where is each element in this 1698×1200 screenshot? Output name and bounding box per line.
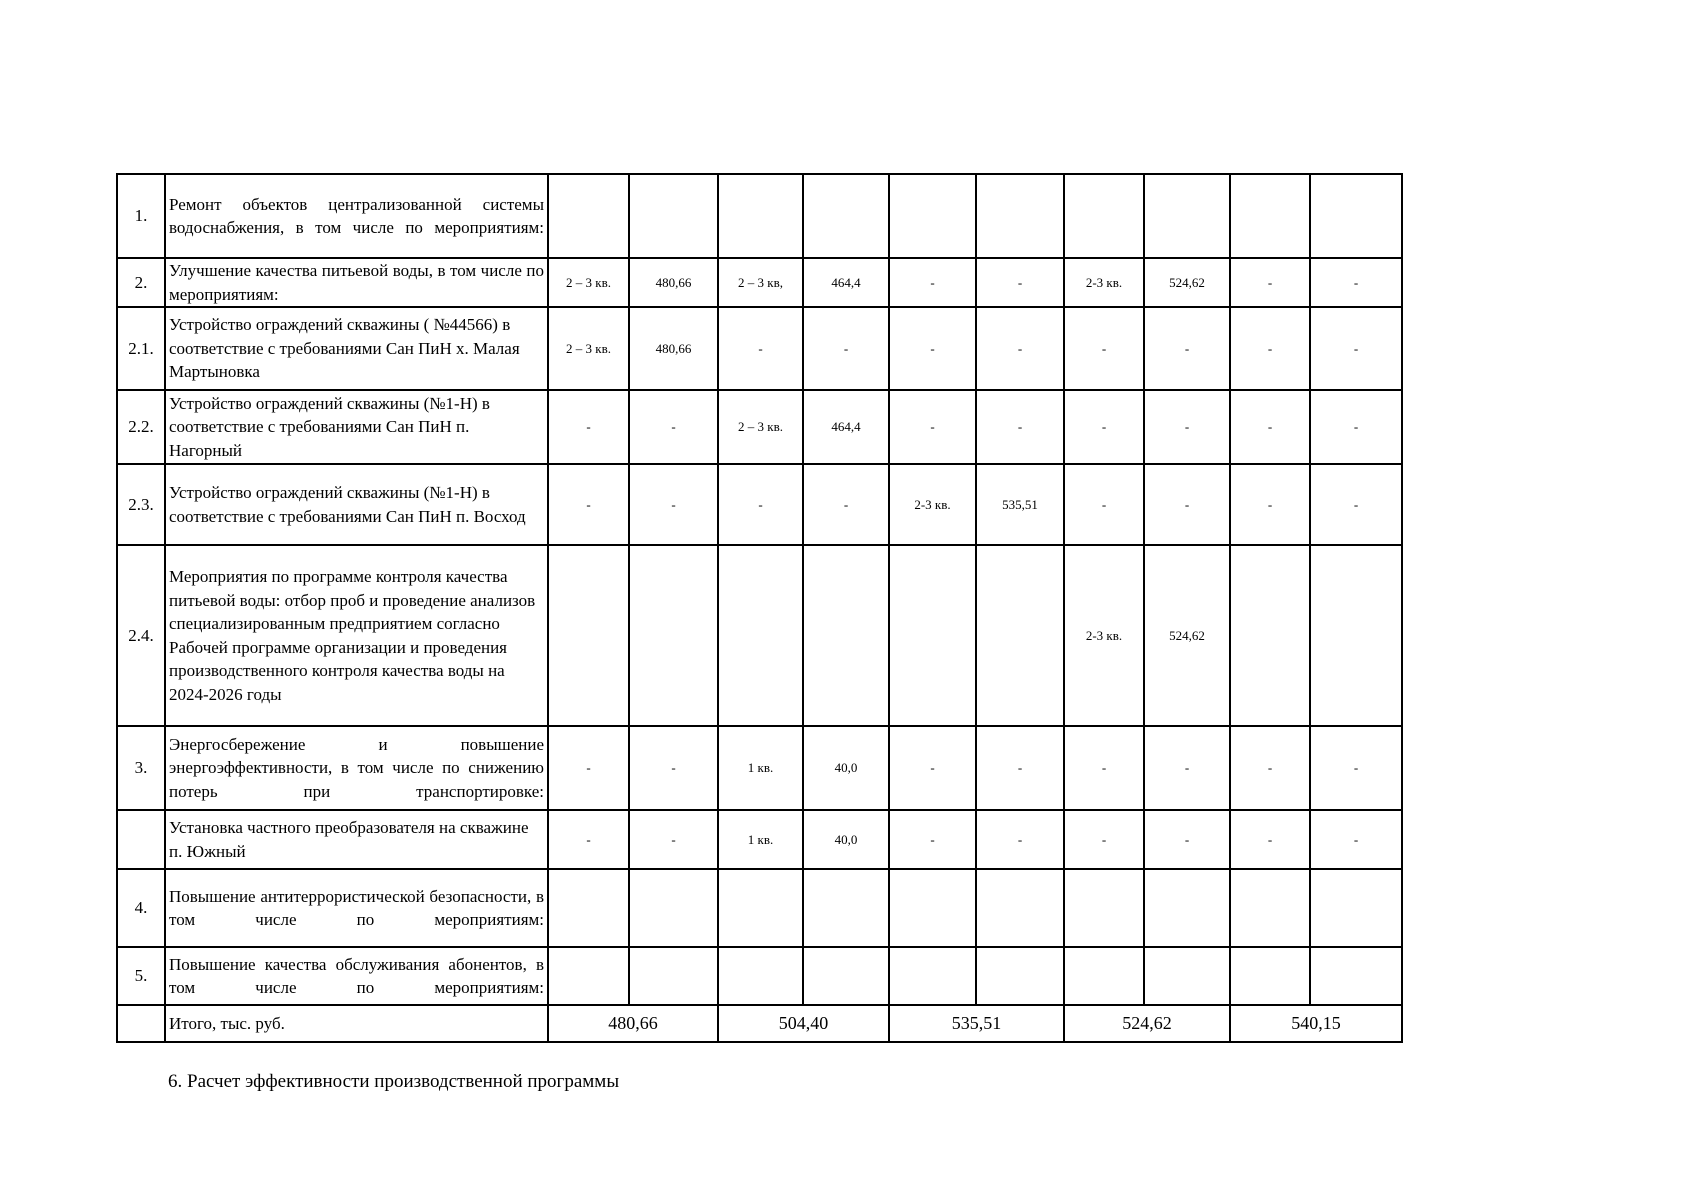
row-description: Устройство ограждений скважины (№1-Н) в соответствие с требованиями Сан ПиН п. Восход (165, 464, 548, 545)
row-value: - (803, 307, 889, 390)
row-value (1144, 174, 1230, 258)
row-value (629, 545, 718, 726)
row-value (548, 869, 629, 947)
row-value: - (548, 390, 629, 464)
row-number: 5. (117, 947, 165, 1005)
row-value (1144, 869, 1230, 947)
row-value: 535,51 (976, 464, 1064, 545)
row-value: - (1064, 307, 1144, 390)
row-number (117, 810, 165, 869)
total-value: 535,51 (889, 1005, 1064, 1042)
row-value: - (1310, 810, 1402, 869)
table-row (117, 545, 1402, 726)
row-value: - (1230, 258, 1310, 307)
row-value: - (629, 464, 718, 545)
row-value (1230, 174, 1310, 258)
row-value: - (629, 390, 718, 464)
row-value: - (889, 810, 976, 869)
row-value: 464,4 (803, 258, 889, 307)
row-value (1064, 174, 1144, 258)
table-row (117, 726, 1402, 810)
row-value (803, 174, 889, 258)
row-value: 2 – 3 кв. (548, 307, 629, 390)
row-value: - (1064, 810, 1144, 869)
total-value: 504,40 (718, 1005, 889, 1042)
row-value (548, 545, 629, 726)
row-value (1064, 947, 1144, 1005)
row-value: 2-3 кв. (889, 464, 976, 545)
row-value (1310, 869, 1402, 947)
row-value: - (1064, 390, 1144, 464)
row-value: - (1144, 726, 1230, 810)
row-number: 2.2. (117, 390, 165, 464)
total-label: Итого, тыс. руб. (165, 1005, 548, 1042)
row-description: Повышение качества обслуживания абонентов, в том числе по мероприятиям: (165, 947, 548, 1005)
row-value (1144, 947, 1230, 1005)
row-value (629, 174, 718, 258)
row-value (803, 545, 889, 726)
row-value (629, 947, 718, 1005)
row-value: - (889, 390, 976, 464)
row-value: - (889, 726, 976, 810)
row-value (718, 545, 803, 726)
row-value (889, 947, 976, 1005)
row-value: - (1064, 726, 1144, 810)
row-value: - (1144, 810, 1230, 869)
row-value (1310, 545, 1402, 726)
row-value: - (548, 726, 629, 810)
table-row (117, 947, 1402, 1005)
table-body (117, 174, 1402, 1042)
row-value (629, 869, 718, 947)
row-number: 3. (117, 726, 165, 810)
row-value (1230, 947, 1310, 1005)
row-description: Установка частного преобразователя на скважине п. Южный (165, 810, 548, 869)
row-value (718, 869, 803, 947)
row-value: - (1144, 390, 1230, 464)
row-description: Повышение антитеррористической безопасности, в том числе по мероприятиям: (165, 869, 548, 947)
table-row (117, 390, 1402, 464)
row-value (889, 174, 976, 258)
row-description: Устройство ограждений скважины ( №44566) в соответствие с требованиями Сан ПиН х. Малая Мартыновка (165, 307, 548, 390)
row-description: Устройство ограждений скважины (№1-Н) в соответствие с требованиями Сан ПиН п. Нагорный (165, 390, 548, 464)
row-value: 480,66 (629, 307, 718, 390)
row-value: - (1144, 464, 1230, 545)
row-value: - (976, 258, 1064, 307)
row-value: - (1230, 810, 1310, 869)
row-description: Улучшение качества питьевой воды, в том числе по мероприятиям: (165, 258, 548, 307)
row-value: 2 – 3 кв. (718, 390, 803, 464)
row-value: 524,62 (1144, 545, 1230, 726)
table-row (117, 307, 1402, 390)
row-number: 2.4. (117, 545, 165, 726)
row-value: - (548, 464, 629, 545)
row-value: - (1230, 464, 1310, 545)
table-row (117, 464, 1402, 545)
total-row (117, 1005, 1402, 1042)
row-value (1230, 545, 1310, 726)
row-value: - (976, 307, 1064, 390)
row-value: 480,66 (629, 258, 718, 307)
row-value: - (1230, 307, 1310, 390)
section-heading: 6. Расчет эффективности производственной программы (168, 1071, 620, 1092)
row-value: 1 кв. (718, 810, 803, 869)
table-row (117, 869, 1402, 947)
row-value: 524,62 (1144, 258, 1230, 307)
row-value (718, 947, 803, 1005)
row-value: 1 кв. (718, 726, 803, 810)
row-description: Мероприятия по программе контроля качества питьевой воды: отбор проб и проведение анализов специализированным предприятием согласно Рабочей программе организации и проведения производственного контроля качества воды на 2024-2026 годы (165, 545, 548, 726)
row-value (976, 174, 1064, 258)
row-value: - (1310, 307, 1402, 390)
row-value: - (629, 726, 718, 810)
row-number: 2.3. (117, 464, 165, 545)
row-value: - (629, 810, 718, 869)
table-row (117, 258, 1402, 307)
row-number: 4. (117, 869, 165, 947)
row-value: - (889, 307, 976, 390)
row-value: 464,4 (803, 390, 889, 464)
row-value (1064, 869, 1144, 947)
row-value (889, 869, 976, 947)
row-value: 2-3 кв. (1064, 258, 1144, 307)
row-value: 40,0 (803, 810, 889, 869)
row-value: - (1310, 726, 1402, 810)
production-program-table (116, 173, 1403, 1043)
row-value: - (976, 810, 1064, 869)
row-value (976, 947, 1064, 1005)
row-value (976, 869, 1064, 947)
row-value (1310, 947, 1402, 1005)
row-value: 2 – 3 кв, (718, 258, 803, 307)
row-value: - (718, 307, 803, 390)
row-value: - (1310, 258, 1402, 307)
row-value: - (548, 810, 629, 869)
row-value: - (1230, 390, 1310, 464)
row-value (976, 545, 1064, 726)
row-value: - (1144, 307, 1230, 390)
row-number: 1. (117, 174, 165, 258)
total-value: 524,62 (1064, 1005, 1230, 1042)
row-value: - (1064, 464, 1144, 545)
row-number: 2. (117, 258, 165, 307)
row-number: 2.1. (117, 307, 165, 390)
row-value: - (718, 464, 803, 545)
row-value: - (976, 726, 1064, 810)
row-value (803, 869, 889, 947)
row-value (548, 947, 629, 1005)
table-row (117, 810, 1402, 869)
total-value: 480,66 (548, 1005, 718, 1042)
row-value: - (889, 258, 976, 307)
row-value (889, 545, 976, 726)
row-description: Энергосбережение и повышение энергоэффективности, в том числе по снижению потерь при транспортировке: (165, 726, 548, 810)
row-value (1230, 869, 1310, 947)
row-value (803, 947, 889, 1005)
row-value: 40,0 (803, 726, 889, 810)
row-value: - (1230, 726, 1310, 810)
row-value: - (803, 464, 889, 545)
table-row (117, 174, 1402, 258)
row-value (718, 174, 803, 258)
row-value: - (976, 390, 1064, 464)
row-value: 2-3 кв. (1064, 545, 1144, 726)
row-value: 2 – 3 кв. (548, 258, 629, 307)
row-value (1310, 174, 1402, 258)
row-value: - (1310, 390, 1402, 464)
total-row-number (117, 1005, 165, 1042)
total-value: 540,15 (1230, 1005, 1402, 1042)
row-value (548, 174, 629, 258)
row-description: Ремонт объектов централизованной системы водоснабжения, в том числе по мероприятиям: (165, 174, 548, 258)
row-value: - (1310, 464, 1402, 545)
